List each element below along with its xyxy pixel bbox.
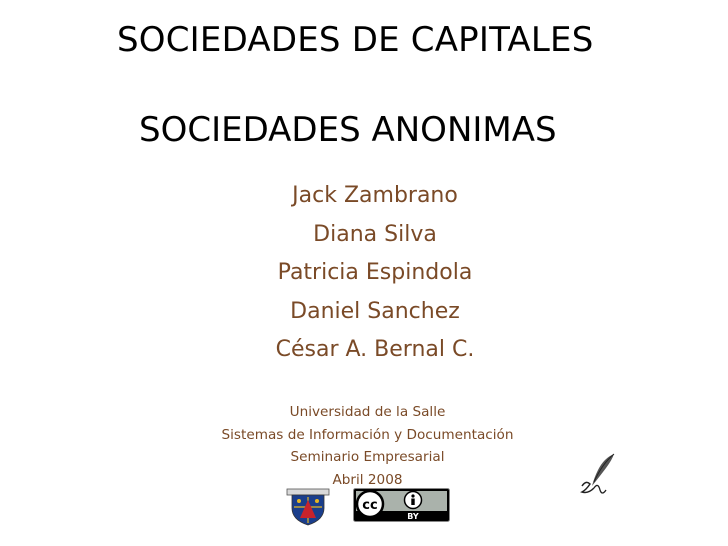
date: Abril 2008	[332, 471, 403, 488]
author-name: Diana Silva	[313, 221, 437, 247]
author-name: Jack Zambrano	[292, 183, 458, 208]
cc-symbol-text: cc	[362, 498, 378, 513]
university-name: Universidad de la Salle	[289, 404, 446, 420]
quill-signature-logo	[578, 452, 620, 498]
cc-by-license-badge	[353, 488, 450, 522]
university-crest-logo	[286, 488, 330, 526]
program-name: Sistemas de Información y Documentación	[221, 426, 514, 443]
license-label: BY	[407, 512, 419, 521]
author-name: Patricia Espindola	[277, 260, 473, 285]
author-name: César A. Bernal C.	[275, 337, 475, 362]
institution-info	[200, 401, 535, 491]
course-name: Seminario Empresarial	[290, 449, 445, 465]
author-name: Daniel Sanchez	[290, 298, 460, 324]
authors-list	[250, 177, 500, 370]
slide-subtitle: SOCIEDADES ANONIMAS	[139, 110, 557, 150]
slide-title: SOCIEDADES DE CAPITALES	[117, 20, 594, 60]
